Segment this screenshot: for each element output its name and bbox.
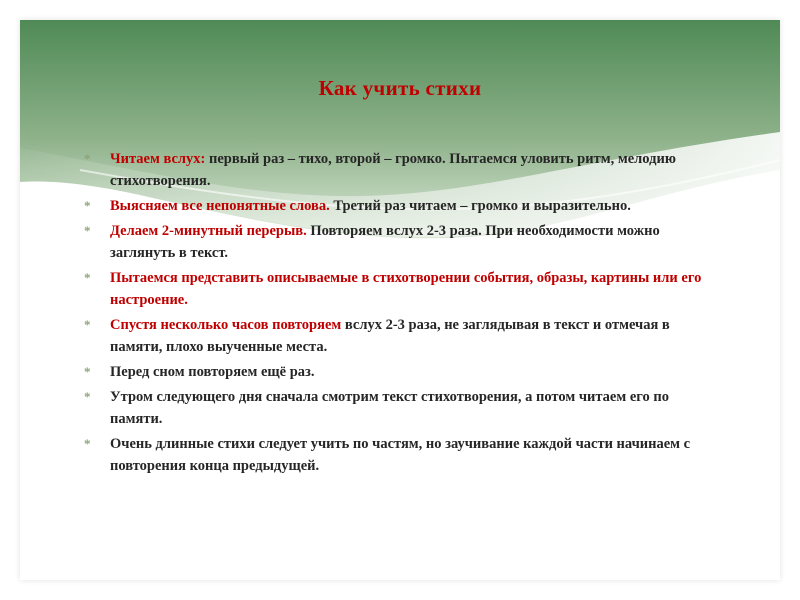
asterisk-bullet-icon: * [84,317,91,332]
asterisk-bullet-icon: * [84,198,91,213]
item-text: Перед сном повторяем ещё раз. [110,364,315,380]
list-item [84,361,724,383]
item-highlight: Выясняем все непонятные слова. [110,198,330,214]
asterisk-bullet-icon: * [84,151,91,166]
item-text: Утром следующего дня сначала смотрим текст стихотворения, а потом читаем его по памяти. [110,389,669,427]
list-item [84,148,724,192]
slide-title: Как учить стихи [318,76,482,100]
item-text: Очень длинные стихи следует учить по частям, но заучивание каждой части начинаем с повторения конца предыдущей. [110,436,691,474]
item-highlight: Читаем вслух: [110,151,206,167]
list-item [84,386,724,430]
asterisk-bullet-icon: * [84,389,91,404]
list-item [84,314,724,358]
slide [20,20,780,580]
list-item [84,220,724,264]
tips-list [84,148,724,480]
asterisk-bullet-icon: * [84,223,91,238]
item-text: вслух 2-3 раза, не заглядывая в текст и отмечая в памяти, плохо выученные места. [110,317,670,355]
item-text: первый раз – тихо, второй – громко. Пытаемся уловить ритм, мелодию стихотворения. [110,151,676,189]
asterisk-bullet-icon: * [84,436,91,451]
asterisk-bullet-icon: * [84,270,91,285]
list-item [84,433,724,477]
item-text: Третий раз читаем – громко и выразительно. [329,198,631,214]
item-text: Повторяем вслух 2-3 раза. При необходимости можно заглянуть в текст. [110,223,660,261]
item-highlight: Пытаемся представить описываемые в стихотворении события, образы, картины или его настроение. [110,270,702,308]
item-highlight: Делаем 2-минутный перерыв. [110,223,307,239]
asterisk-bullet-icon: * [84,364,91,379]
item-highlight: Спустя несколько часов повторяем [110,317,342,333]
list-item [84,267,724,311]
list-item [84,195,724,217]
